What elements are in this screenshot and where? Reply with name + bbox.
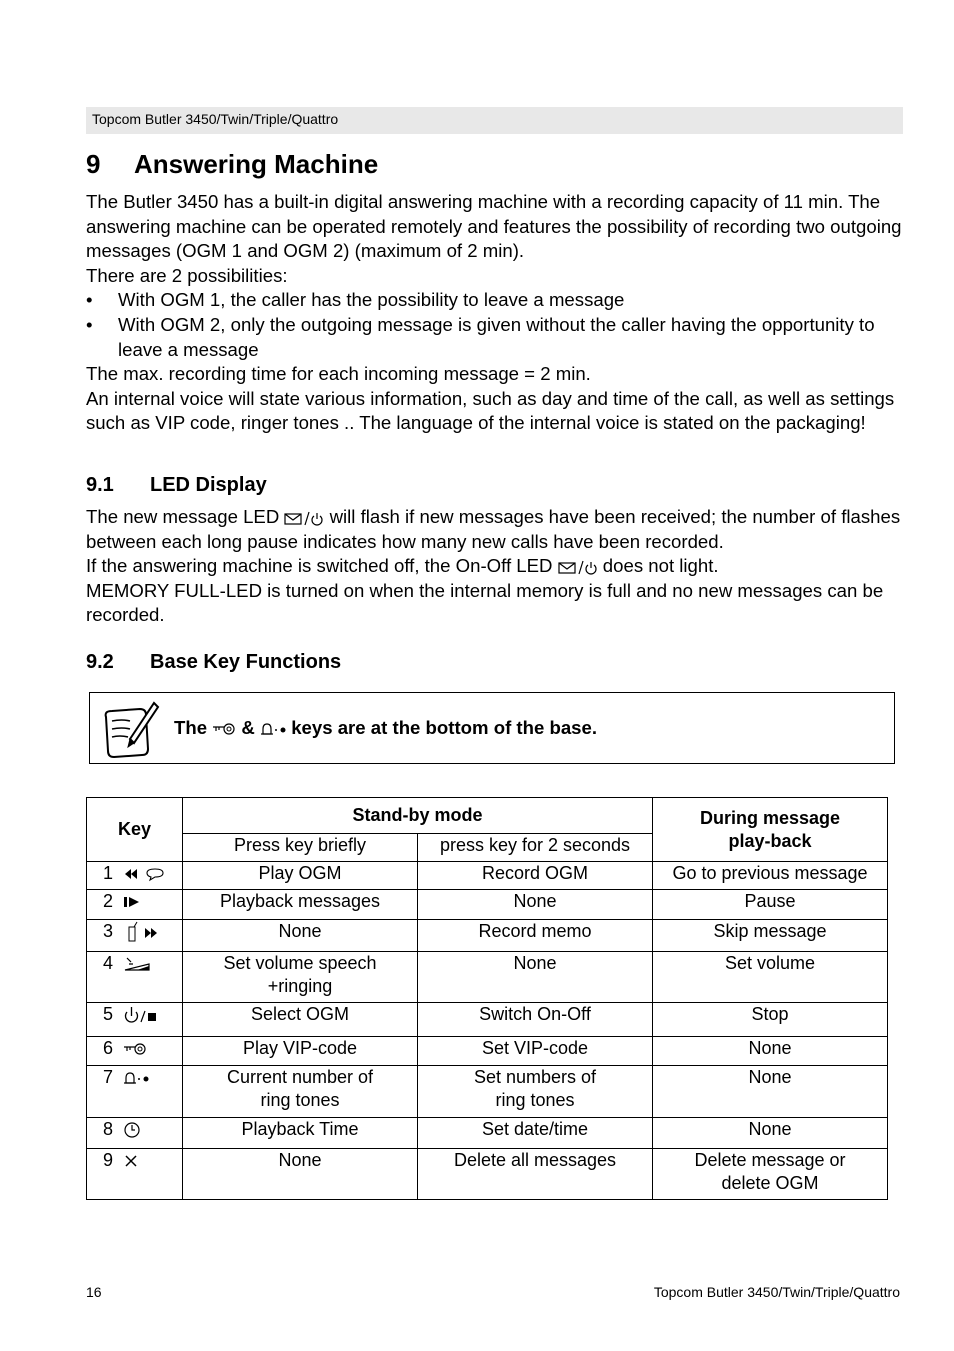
key-functions-table (86, 797, 888, 1200)
subsection-heading-base (86, 651, 341, 674)
brief-cell: None (183, 1149, 418, 1200)
header-playback: During message play-back (653, 798, 888, 862)
ring-tones-icon (260, 722, 286, 736)
note-pencil-icon (100, 699, 162, 759)
volume-icon (123, 954, 153, 974)
table-row (87, 1149, 888, 1200)
header-standby: Stand-by mode (183, 798, 653, 834)
key-cell (87, 1037, 183, 1066)
on-off-stop-icon (123, 1005, 159, 1025)
page-number: 16 (86, 1284, 102, 1300)
brief-cell: None (183, 920, 418, 952)
playback-cell: Stop (653, 1003, 888, 1037)
table-row (87, 1066, 888, 1118)
long-cell: Set date/time (418, 1118, 653, 1149)
key-number: 4 (103, 953, 114, 973)
long-cell: Delete all messages (418, 1149, 653, 1200)
key-number: 6 (103, 1038, 114, 1058)
playback-cell: None (653, 1066, 888, 1118)
header-2sec: press key for 2 seconds (418, 834, 653, 862)
header-title: Topcom Butler 3450/Twin/Triple/Quattro (92, 111, 339, 127)
key-cell (87, 1003, 183, 1037)
key-number: 3 (103, 921, 114, 941)
led-text-part: The new message LED (86, 506, 280, 527)
clock-icon (123, 1121, 141, 1139)
long-cell: Set numbers of ring tones (418, 1066, 653, 1118)
intro-paragraph-2: There are 2 possibilities: (86, 264, 288, 286)
long-cell: None (418, 952, 653, 1003)
on-off-led-icon (558, 559, 598, 575)
section-heading (86, 149, 378, 180)
key-cell (87, 890, 183, 920)
led-paragraph-1 (86, 505, 906, 554)
footer-title: Topcom Butler 3450/Twin/Triple/Quattro (653, 1284, 900, 1300)
key-cell (87, 920, 183, 952)
delete-icon (123, 1153, 139, 1169)
key-number: 2 (103, 891, 114, 911)
brief-cell: Set volume speech +ringing (183, 952, 418, 1003)
brief-cell: Playback messages (183, 890, 418, 920)
table-header-row (87, 798, 888, 834)
intro-paragraph-3: The max. recording time for each incoming message = 2 min. (86, 363, 591, 385)
key-number: 5 (103, 1004, 114, 1024)
intro-paragraph-4: An internal voice will state various information, such as day and time of the call, as well as settings such as VIP code, ringer tones .. The language of the internal voice is stated on the packaging! (86, 387, 895, 434)
table-row (87, 1118, 888, 1149)
playback-cell: Go to previous message (653, 862, 888, 890)
long-cell: Switch On-Off (418, 1003, 653, 1037)
note-box (89, 692, 895, 764)
list-item (86, 288, 906, 313)
key-cell (87, 1066, 183, 1118)
subsection-title: LED Display (150, 474, 267, 496)
table-row (87, 1003, 888, 1037)
led-text-part: If the answering machine is switched off, the On-Off LED (86, 555, 553, 577)
table-row (87, 890, 888, 920)
playback-cell: None (653, 1037, 888, 1066)
section-number: 9 (86, 149, 101, 179)
led-text (86, 505, 906, 628)
bullet-marker: • (86, 289, 93, 311)
subsection-heading-led (86, 474, 267, 497)
playback-cell: Pause (653, 890, 888, 920)
brief-cell: Select OGM (183, 1003, 418, 1037)
playback-cell: Delete message or delete OGM (653, 1149, 888, 1200)
table-row (87, 920, 888, 952)
play-icon (123, 894, 143, 910)
list-item-text: With OGM 2, only the outgoing message is given without the caller having the opportunity to leave a message (118, 313, 875, 360)
led-text-part: does not light. (602, 555, 719, 577)
key-cell (87, 862, 183, 890)
vip-key-icon (123, 1042, 147, 1056)
note-text-part: keys are at the bottom of the base. (291, 717, 598, 738)
table-row (87, 1037, 888, 1066)
key-cell (87, 1118, 183, 1149)
playback-cell: None (653, 1118, 888, 1149)
key-number: 7 (103, 1067, 114, 1087)
running-header (86, 107, 903, 134)
subsection-number: 9.2 (86, 651, 114, 673)
led-paragraph-2 (86, 554, 906, 579)
vip-key-icon (212, 722, 236, 736)
brief-cell: Current number of ring tones (183, 1066, 418, 1118)
note-text-part: & (241, 717, 255, 738)
intro-paragraph-1: The Butler 3450 has a built-in digital answering machine with a recording capacity of 11 min. The answering machine can be operated remotely and features the possibility of recording two outgoing messages (OGM 1 and OGM 2) (maximum of 2 min). (86, 191, 902, 262)
table-row (87, 952, 888, 1003)
possibilities-list (86, 288, 906, 362)
brief-cell: Play OGM (183, 862, 418, 890)
header-key: Key (87, 798, 183, 862)
memo-skip-icon (123, 921, 163, 943)
header-brief: Press key briefly (183, 834, 418, 862)
playback-cell: Set volume (653, 952, 888, 1003)
brief-cell: Play VIP-code (183, 1037, 418, 1066)
key-number: 8 (103, 1119, 114, 1139)
playback-cell: Skip message (653, 920, 888, 952)
long-cell: Record memo (418, 920, 653, 952)
led-text-part: will flash if new messages have been received; the number of flashes between each long pause indicates how many new calls have been recorded. (86, 506, 901, 552)
bullet-marker: • (86, 313, 93, 335)
subsection-number: 9.1 (86, 474, 114, 496)
intro-text (86, 190, 906, 436)
note-text-part: The (174, 717, 208, 738)
led-paragraph-3: MEMORY FULL-LED is turned on when the internal memory is full and no new messages can be recorded. (86, 579, 884, 626)
section-title: Answering Machine (134, 149, 379, 179)
message-led-icon (284, 510, 324, 526)
key-cell (87, 952, 183, 1003)
list-item (86, 313, 906, 362)
key-number: 9 (103, 1150, 114, 1170)
subsection-title: Base Key Functions (150, 651, 342, 673)
list-item-text: With OGM 1, the caller has the possibility to leave a message (118, 289, 625, 311)
table-row (87, 862, 888, 890)
rewind-ogm-icon (123, 866, 167, 882)
brief-cell: Playback Time (183, 1118, 418, 1149)
key-number: 1 (103, 863, 114, 883)
long-cell: Set VIP-code (418, 1037, 653, 1066)
note-text (174, 717, 597, 739)
ring-tones-icon (123, 1071, 149, 1085)
long-cell: Record OGM (418, 862, 653, 890)
key-cell (87, 1149, 183, 1200)
long-cell: None (418, 890, 653, 920)
